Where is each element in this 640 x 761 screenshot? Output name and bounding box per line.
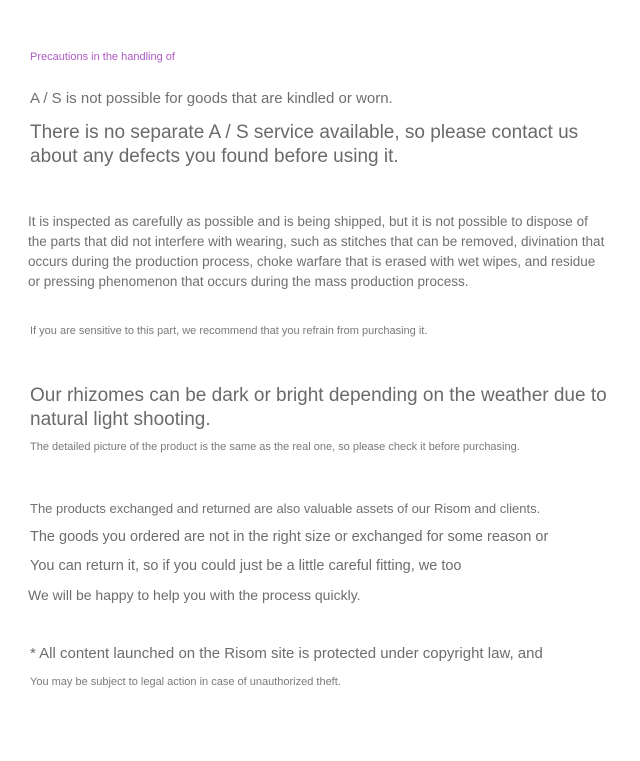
section-heading: Precautions in the handling of bbox=[30, 51, 175, 63]
returns-line-4: We will be happy to help you with the process quickly. bbox=[28, 587, 361, 603]
as-not-possible-note: A / S is not possible for goods that are kindled or worn. bbox=[30, 90, 393, 107]
inspection-paragraph: It is inspected as carefully as possible and is being shipped, but it is not possible to dispose of the parts that did not interfere with wearing, such as stitches that can be removed, divination that occurs during the production process, choke warfare that is erased with wet wipes, and residue or pressing phenomenon that occurs during the mass production process. bbox=[28, 214, 605, 289]
returns-line-1: The products exchanged and returned are also valuable assets of our Risom and clients. bbox=[30, 501, 541, 516]
picture-note: The detailed picture of the product is the same as the real one, so please check it before purchasing. bbox=[30, 441, 520, 453]
returns-line-2: The goods you ordered are not in the right size or exchanged for some reason or bbox=[30, 529, 549, 545]
no-as-service-notice: There is no separate A / S service available, so please contact us about any defects you found before using it. bbox=[30, 122, 579, 167]
copyright-line-1: * All content launched on the Risom site is protected under copyright law, and bbox=[30, 645, 543, 662]
returns-line-3: You can return it, so if you could just be a little careful fitting, we too bbox=[30, 558, 462, 574]
copyright-line-2: You may be subject to legal action in case of unauthorized theft. bbox=[30, 676, 341, 688]
sensitive-note: If you are sensitive to this part, we recommend that you refrain from purchasing it. bbox=[30, 325, 428, 337]
rhizomes-notice: Our rhizomes can be dark or bright depending on the weather due to natural light shooting. bbox=[30, 385, 607, 430]
